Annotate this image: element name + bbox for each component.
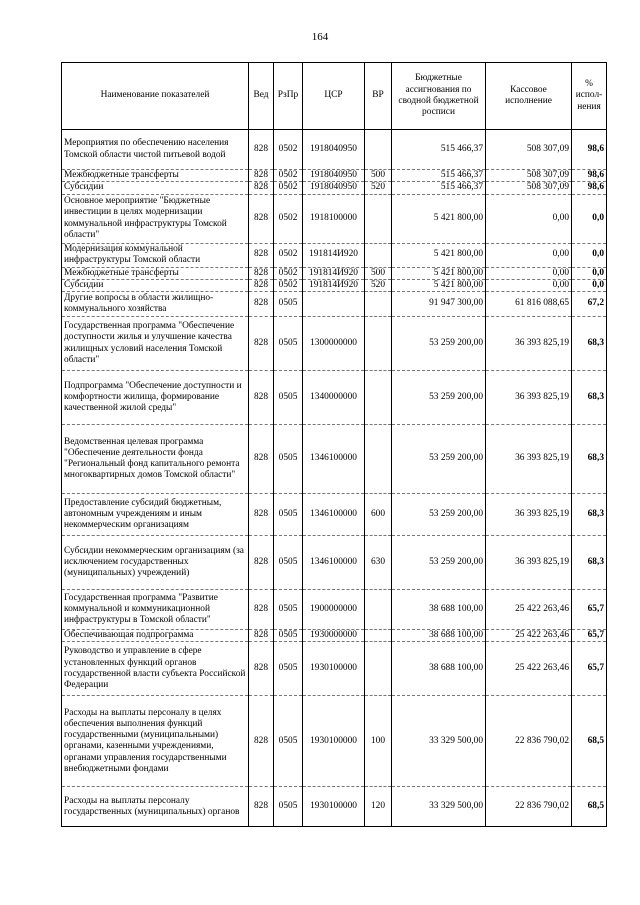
- cell-pct: 67,2: [572, 292, 607, 317]
- cell-name: Субсидии: [62, 279, 249, 291]
- cell-cash: 61 816 088,65: [486, 292, 572, 317]
- cell-ved: 828: [249, 170, 274, 182]
- cell-pct: 68,5: [572, 696, 607, 787]
- cell-name: Государственная программа "Развитие коммунальной и коммуникационной инфраструктуры в Томской области": [62, 590, 249, 630]
- header-budget-allocations: Бюджетные ассигнования по сводной бюджетной росписи: [392, 63, 486, 130]
- cell-name: Расходы на выплаты персоналу государственных (муниципальных) органов: [62, 787, 249, 827]
- cell-name: Межбюджетные трансферты: [62, 170, 249, 182]
- cell-csr: 191814И920: [303, 279, 365, 291]
- cell-csr: 1346100000: [303, 494, 365, 536]
- cell-pct: 65,7: [572, 630, 607, 642]
- cell-csr: 1930000000: [303, 630, 365, 642]
- table-row: [62, 317, 607, 371]
- cell-csr: 1346100000: [303, 536, 365, 590]
- cell-vr: 600: [365, 494, 392, 536]
- cell-name: Ведомственная целевая программа "Обеспечение деятельности фонда "Региональный фонд капитального ремонта многоквартирных домов Томской области": [62, 425, 249, 494]
- cell-vr: 520: [365, 182, 392, 194]
- cell-ved: 828: [249, 243, 274, 267]
- cell-vr: 120: [365, 787, 392, 827]
- cell-ved: 828: [249, 590, 274, 630]
- cell-pct: 0,0: [572, 194, 607, 243]
- cell-csr: 1918100000: [303, 194, 365, 243]
- cell-ved: 828: [249, 130, 274, 170]
- cell-cash: 22 836 790,02: [486, 787, 572, 827]
- cell-rzpr: 0505: [274, 787, 303, 827]
- cell-csr: 1930100000: [303, 787, 365, 827]
- cell-budget: 5 421 800,00: [392, 267, 486, 279]
- cell-ved: 828: [249, 536, 274, 590]
- cell-pct: 98,6: [572, 182, 607, 194]
- cell-cash: 0,00: [486, 267, 572, 279]
- table-row: [62, 267, 607, 279]
- table-row: [62, 292, 607, 317]
- page-number: 164: [311, 31, 329, 43]
- cell-rzpr: 0505: [274, 317, 303, 371]
- cell-csr: 191814И920: [303, 243, 365, 267]
- cell-rzpr: 0505: [274, 371, 303, 425]
- cell-pct: 68,5: [572, 787, 607, 827]
- cell-csr: 1346100000: [303, 425, 365, 494]
- cell-ved: 828: [249, 182, 274, 194]
- cell-budget: 53 259 200,00: [392, 425, 486, 494]
- cell-vr: [365, 292, 392, 317]
- cell-csr: 1300000000: [303, 317, 365, 371]
- table-row: [62, 182, 607, 194]
- table-row: [62, 194, 607, 243]
- cell-budget: 38 688 100,00: [392, 642, 486, 696]
- cell-name: Мероприятия по обеспечению населения Томской области чистой питьевой водой: [62, 130, 249, 170]
- cell-rzpr: 0505: [274, 590, 303, 630]
- cell-cash: 36 393 825,19: [486, 317, 572, 371]
- cell-cash: 25 422 263,46: [486, 630, 572, 642]
- cell-vr: [365, 630, 392, 642]
- table-row: [62, 696, 607, 787]
- cell-vr: [365, 371, 392, 425]
- budget-execution-table: [61, 62, 607, 827]
- cell-rzpr: 0502: [274, 170, 303, 182]
- cell-rzpr: 0505: [274, 536, 303, 590]
- cell-cash: 36 393 825,19: [486, 425, 572, 494]
- cell-budget: 33 329 500,00: [392, 787, 486, 827]
- cell-csr: 1930100000: [303, 642, 365, 696]
- cell-ved: 828: [249, 267, 274, 279]
- cell-csr: 1900000000: [303, 590, 365, 630]
- cell-csr: [303, 292, 365, 317]
- cell-cash: 36 393 825,19: [486, 494, 572, 536]
- cell-cash: 508 307,09: [486, 170, 572, 182]
- cell-vr: 100: [365, 696, 392, 787]
- cell-name: Подпрограмма "Обеспечение доступности и комфортности жилища, формирование качественной жилой среды": [62, 371, 249, 425]
- header-execution-percent: % испол-нения: [572, 63, 607, 130]
- cell-name: Предоставление субсидий бюджетным, автономным учреждениям и иным некоммерческим организациям: [62, 494, 249, 536]
- header-indicator-name: Наименование показателей: [62, 63, 249, 130]
- cell-vr: 500: [365, 170, 392, 182]
- cell-rzpr: 0502: [274, 130, 303, 170]
- cell-ved: 828: [249, 494, 274, 536]
- cell-ved: 828: [249, 279, 274, 291]
- cell-rzpr: 0502: [274, 267, 303, 279]
- cell-pct: 68,3: [572, 494, 607, 536]
- cell-name: Субсидии некоммерческим организациям (за исключением государственных (муниципальных) учреждений): [62, 536, 249, 590]
- cell-ved: 828: [249, 630, 274, 642]
- table-row: [62, 494, 607, 536]
- cell-budget: 38 688 100,00: [392, 590, 486, 630]
- cell-csr: 191814И920: [303, 267, 365, 279]
- cell-ved: 828: [249, 787, 274, 827]
- cell-ved: 828: [249, 371, 274, 425]
- cell-budget: 91 947 300,00: [392, 292, 486, 317]
- table-row: [62, 279, 607, 291]
- cell-vr: [365, 425, 392, 494]
- cell-ved: 828: [249, 425, 274, 494]
- cell-ved: 828: [249, 642, 274, 696]
- cell-pct: 0,0: [572, 279, 607, 291]
- cell-cash: 508 307,09: [486, 182, 572, 194]
- cell-vr: 520: [365, 279, 392, 291]
- table-row: [62, 130, 607, 170]
- cell-vr: [365, 130, 392, 170]
- cell-csr: 1918040950: [303, 170, 365, 182]
- cell-name: Межбюджетные трансферты: [62, 267, 249, 279]
- cell-name: Расходы на выплаты персоналу в целях обеспечения выполнения функций государственными (муниципальными) органами, казенными учреждениями, органами управления государственными внебюджетными фондами: [62, 696, 249, 787]
- cell-csr: 1918040950: [303, 182, 365, 194]
- cell-budget: 53 259 200,00: [392, 371, 486, 425]
- cell-budget: 38 688 100,00: [392, 630, 486, 642]
- cell-budget: 5 421 800,00: [392, 243, 486, 267]
- cell-vr: [365, 317, 392, 371]
- cell-name: Государственная программа "Обеспечение доступности жилья и улучшение качества жилищных условий населения Томской области": [62, 317, 249, 371]
- cell-rzpr: 0502: [274, 279, 303, 291]
- cell-budget: 53 259 200,00: [392, 317, 486, 371]
- cell-cash: 0,00: [486, 194, 572, 243]
- cell-cash: 22 836 790,02: [486, 696, 572, 787]
- cell-vr: 630: [365, 536, 392, 590]
- cell-cash: 25 422 263,46: [486, 642, 572, 696]
- header-cash-execution: Кассовое исполнение: [486, 63, 572, 130]
- cell-name: Обеспечивающая подпрограмма: [62, 630, 249, 642]
- cell-budget: 515 466,37: [392, 130, 486, 170]
- cell-rzpr: 0505: [274, 642, 303, 696]
- header-vr: ВР: [365, 63, 392, 130]
- cell-name: Модернизация коммунальной инфраструктуры Томской области: [62, 243, 249, 267]
- cell-budget: 53 259 200,00: [392, 494, 486, 536]
- cell-pct: 68,3: [572, 371, 607, 425]
- table-row: [62, 243, 607, 267]
- table-row: [62, 590, 607, 630]
- cell-ved: 828: [249, 292, 274, 317]
- cell-ved: 828: [249, 696, 274, 787]
- cell-cash: 0,00: [486, 243, 572, 267]
- table-row: [62, 642, 607, 696]
- cell-vr: [365, 243, 392, 267]
- cell-pct: 0,0: [572, 243, 607, 267]
- cell-vr: [365, 194, 392, 243]
- cell-csr: 1918040950: [303, 130, 365, 170]
- header-csr: ЦСР: [303, 63, 365, 130]
- cell-pct: 98,6: [572, 170, 607, 182]
- cell-cash: 25 422 263,46: [486, 590, 572, 630]
- cell-rzpr: 0502: [274, 194, 303, 243]
- cell-budget: 5 421 800,00: [392, 279, 486, 291]
- cell-vr: [365, 590, 392, 630]
- header-ved: Вед: [249, 63, 274, 130]
- cell-rzpr: 0505: [274, 494, 303, 536]
- cell-pct: 68,3: [572, 317, 607, 371]
- cell-vr: 500: [365, 267, 392, 279]
- cell-rzpr: 0505: [274, 630, 303, 642]
- table-row: [62, 536, 607, 590]
- cell-vr: [365, 642, 392, 696]
- table-row: [62, 371, 607, 425]
- table-row: [62, 787, 607, 827]
- cell-cash: 0,00: [486, 279, 572, 291]
- cell-ved: 828: [249, 317, 274, 371]
- cell-budget: 53 259 200,00: [392, 536, 486, 590]
- table-header-row: [62, 63, 607, 130]
- table-row: [62, 425, 607, 494]
- table-row: [62, 630, 607, 642]
- cell-pct: 68,3: [572, 536, 607, 590]
- header-rzpr: РзПр: [274, 63, 303, 130]
- cell-pct: 98,6: [572, 130, 607, 170]
- cell-budget: 33 329 500,00: [392, 696, 486, 787]
- table-body: [62, 130, 607, 827]
- cell-name: Руководство и управление в сфере установленных функций органов государственной власти субъекта Российской Федерации: [62, 642, 249, 696]
- cell-csr: 1930100000: [303, 696, 365, 787]
- cell-csr: 1340000000: [303, 371, 365, 425]
- cell-ved: 828: [249, 194, 274, 243]
- cell-pct: 65,7: [572, 642, 607, 696]
- cell-pct: 0,0: [572, 267, 607, 279]
- cell-budget: 515 466,37: [392, 182, 486, 194]
- cell-budget: 5 421 800,00: [392, 194, 486, 243]
- cell-name: Субсидии: [62, 182, 249, 194]
- cell-cash: 36 393 825,19: [486, 371, 572, 425]
- cell-name: Основное мероприятие "Бюджетные инвестиции в целях модернизации коммунальной инфраструктуры Томской области": [62, 194, 249, 243]
- cell-name: Другие вопросы в области жилищно-коммунального хозяйства: [62, 292, 249, 317]
- cell-rzpr: 0502: [274, 182, 303, 194]
- cell-rzpr: 0505: [274, 292, 303, 317]
- cell-budget: 515 466,37: [392, 170, 486, 182]
- cell-cash: 508 307,09: [486, 130, 572, 170]
- cell-pct: 68,3: [572, 425, 607, 494]
- cell-rzpr: 0505: [274, 696, 303, 787]
- cell-rzpr: 0502: [274, 243, 303, 267]
- cell-rzpr: 0505: [274, 425, 303, 494]
- table-row: [62, 170, 607, 182]
- cell-pct: 65,7: [572, 590, 607, 630]
- cell-cash: 36 393 825,19: [486, 536, 572, 590]
